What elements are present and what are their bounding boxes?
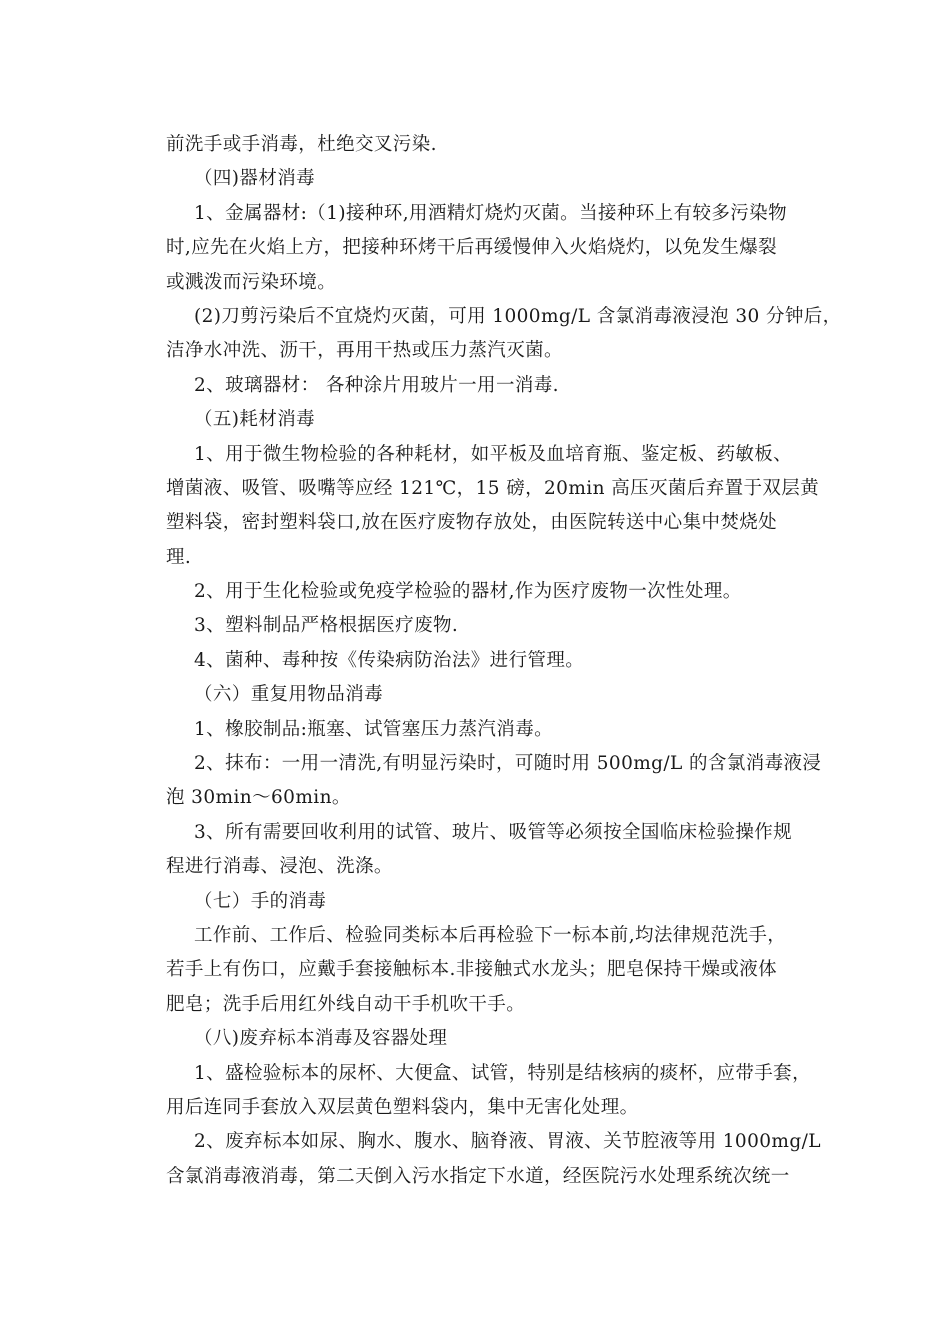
section-heading: （八)废弃标本消毒及容器处理 [194, 1028, 448, 1050]
text-line: 1、盛检验标本的尿杯、大便盒、试管，特别是结核病的痰杯，应带手套， [194, 1062, 811, 1084]
text-line: 2、抹布：一用一清洗,有明显污染时，可随时用 500mg/L 的含氯消毒液浸 [194, 753, 822, 775]
text-line: 泡 30min～60min。 [166, 787, 351, 809]
text-line: 3、塑料制品严格根据医疗废物. [194, 615, 459, 637]
text-line: 增菌液、吸管、吸嘴等应经 121℃，15 磅，20min 高压灭菌后弃置于双层黄 [166, 477, 820, 499]
text-line: 塑料袋，密封塑料袋口,放在医疗废物存放处，由医院转送中心集中焚烧处 [166, 512, 778, 534]
text-line: 程进行消毒、浸泡、洗涤。 [166, 856, 393, 878]
text-line: 工作前、工作后、检验同类标本后再检验下一标本前,均法律规范洗手， [194, 924, 787, 946]
text-line: 或溅泼而污染环境。 [166, 271, 337, 293]
text-line: 洁净水冲洗、沥干，再用干热或压力蒸汽灭菌。 [166, 340, 563, 362]
section-heading: （五)耗材消毒 [194, 409, 316, 431]
text-line: 含氯消毒液消毒，第二天倒入污水指定下水道，经医院污水处理系统次统一 [166, 1165, 790, 1187]
text-line: 时,应先在火焰上方，把接种环烤干后再缓慢伸入火焰烧灼，以免发生爆裂 [166, 237, 778, 259]
text-line: (2)刀剪污染后不宜烧灼灭菌，可用 1000mg/L 含氯消毒液浸泡 30 分钟后， [194, 305, 842, 327]
section-heading: （四)器材消毒 [194, 168, 316, 190]
text-line: 4、菌种、毒种按《传染病防治法》进行管理。 [194, 649, 585, 671]
text-line: 1、橡胶制品:瓶塞、试管塞压力蒸汽消毒。 [194, 718, 554, 740]
text-line: 3、所有需要回收利用的试管、玻片、吸管等必须按全国临床检验操作规 [194, 821, 793, 843]
text-line: 1、用于微生物检验的各种耗材，如平板及血培育瓶、鉴定板、药敏板、 [194, 443, 793, 465]
text-line: 2、废弃标本如尿、胸水、腹水、脑脊液、胃液、关节腔液等用 1000mg/L [194, 1131, 821, 1153]
section-heading: （七）手的消毒 [194, 890, 327, 912]
text-line: 1、金属器材:（1)接种环,用酒精灯烧灼灭菌。当接种环上有较多污染物 [194, 202, 787, 224]
section-heading: （六）重复用物品消毒 [194, 684, 384, 706]
document-page [166, 128, 842, 1194]
text-line: 2、用于生化检验或免疫学检验的器材,作为医疗废物一次性处理。 [194, 581, 742, 603]
text-line: 用后连同手套放入双层黄色塑料袋内，集中无害化处理。 [166, 1096, 639, 1118]
text-line: 若手上有伤口，应戴手套接触标本.非接触式水龙头；肥皂保持干燥或液体 [166, 959, 778, 981]
text-line: 肥皂；洗手后用红外线自动干手机吹干手。 [166, 993, 526, 1015]
text-line: 理. [166, 546, 192, 568]
text-line: 前洗手或手消毒，杜绝交叉污染. [166, 134, 437, 155]
text-line: 2、玻璃器材： 各种涂片用玻片一用一消毒. [194, 374, 559, 396]
